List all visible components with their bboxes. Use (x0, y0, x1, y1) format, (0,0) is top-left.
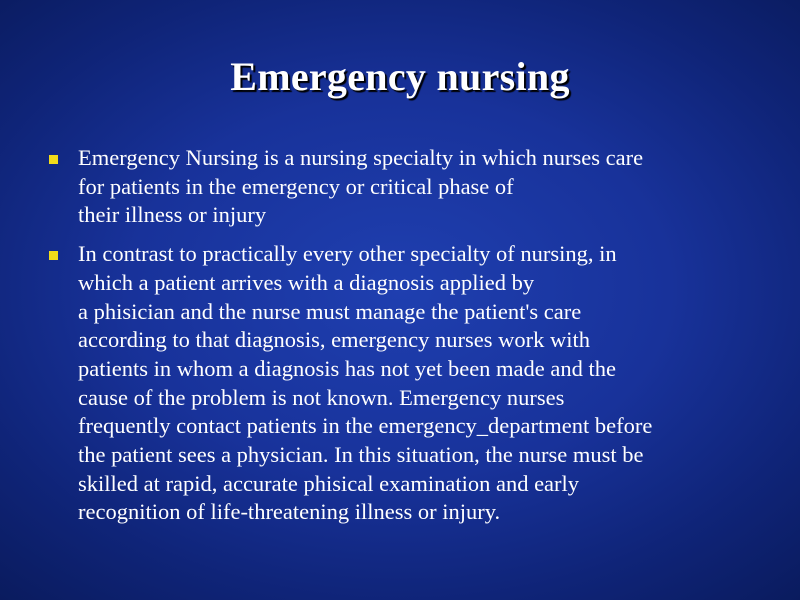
bullet-text-line: In contrast to practically every other specialty of nursing, in (78, 241, 617, 267)
bullet-text-line: skilled at rapid, accurate phisical examination and early (78, 470, 580, 496)
bullet-text-line: according to that diagnosis, emergency nurses work with (78, 327, 590, 353)
bullet-text-line: Emergency Nursing is a nursing specialty in which nurses care (78, 145, 644, 170)
bullet-text-line: cause of the problem is not known. Emergency nurses (78, 384, 565, 410)
bullet-item-contrast (48, 240, 760, 527)
bullet-text-line: the patient sees a physician. In this situation, the nurse must be (78, 442, 644, 468)
bullet-list (48, 144, 760, 537)
bullet-text-line: their illness or injury (78, 202, 267, 228)
square-bullet-icon (49, 251, 58, 260)
bullet-text-line: for patients in the emergency or critical phase of (78, 173, 514, 199)
bullet-text-line: a phisician and the nurse must manage the patient's care (78, 298, 582, 324)
bullet-text-line: recognition of life-threatening illness or injury. (78, 499, 501, 525)
bullet-item-definition (48, 144, 760, 230)
bullet-text-line: frequently contact patients in the emergency_department before (78, 413, 653, 439)
bullet-text-line: patients in whom a diagnosis has not yet been made and the (78, 355, 617, 381)
slide-title: Emergency nursing (230, 54, 570, 99)
square-bullet-icon (49, 155, 58, 164)
bullet-text-line: which a patient arrives with a diagnosis applied by (78, 269, 535, 295)
